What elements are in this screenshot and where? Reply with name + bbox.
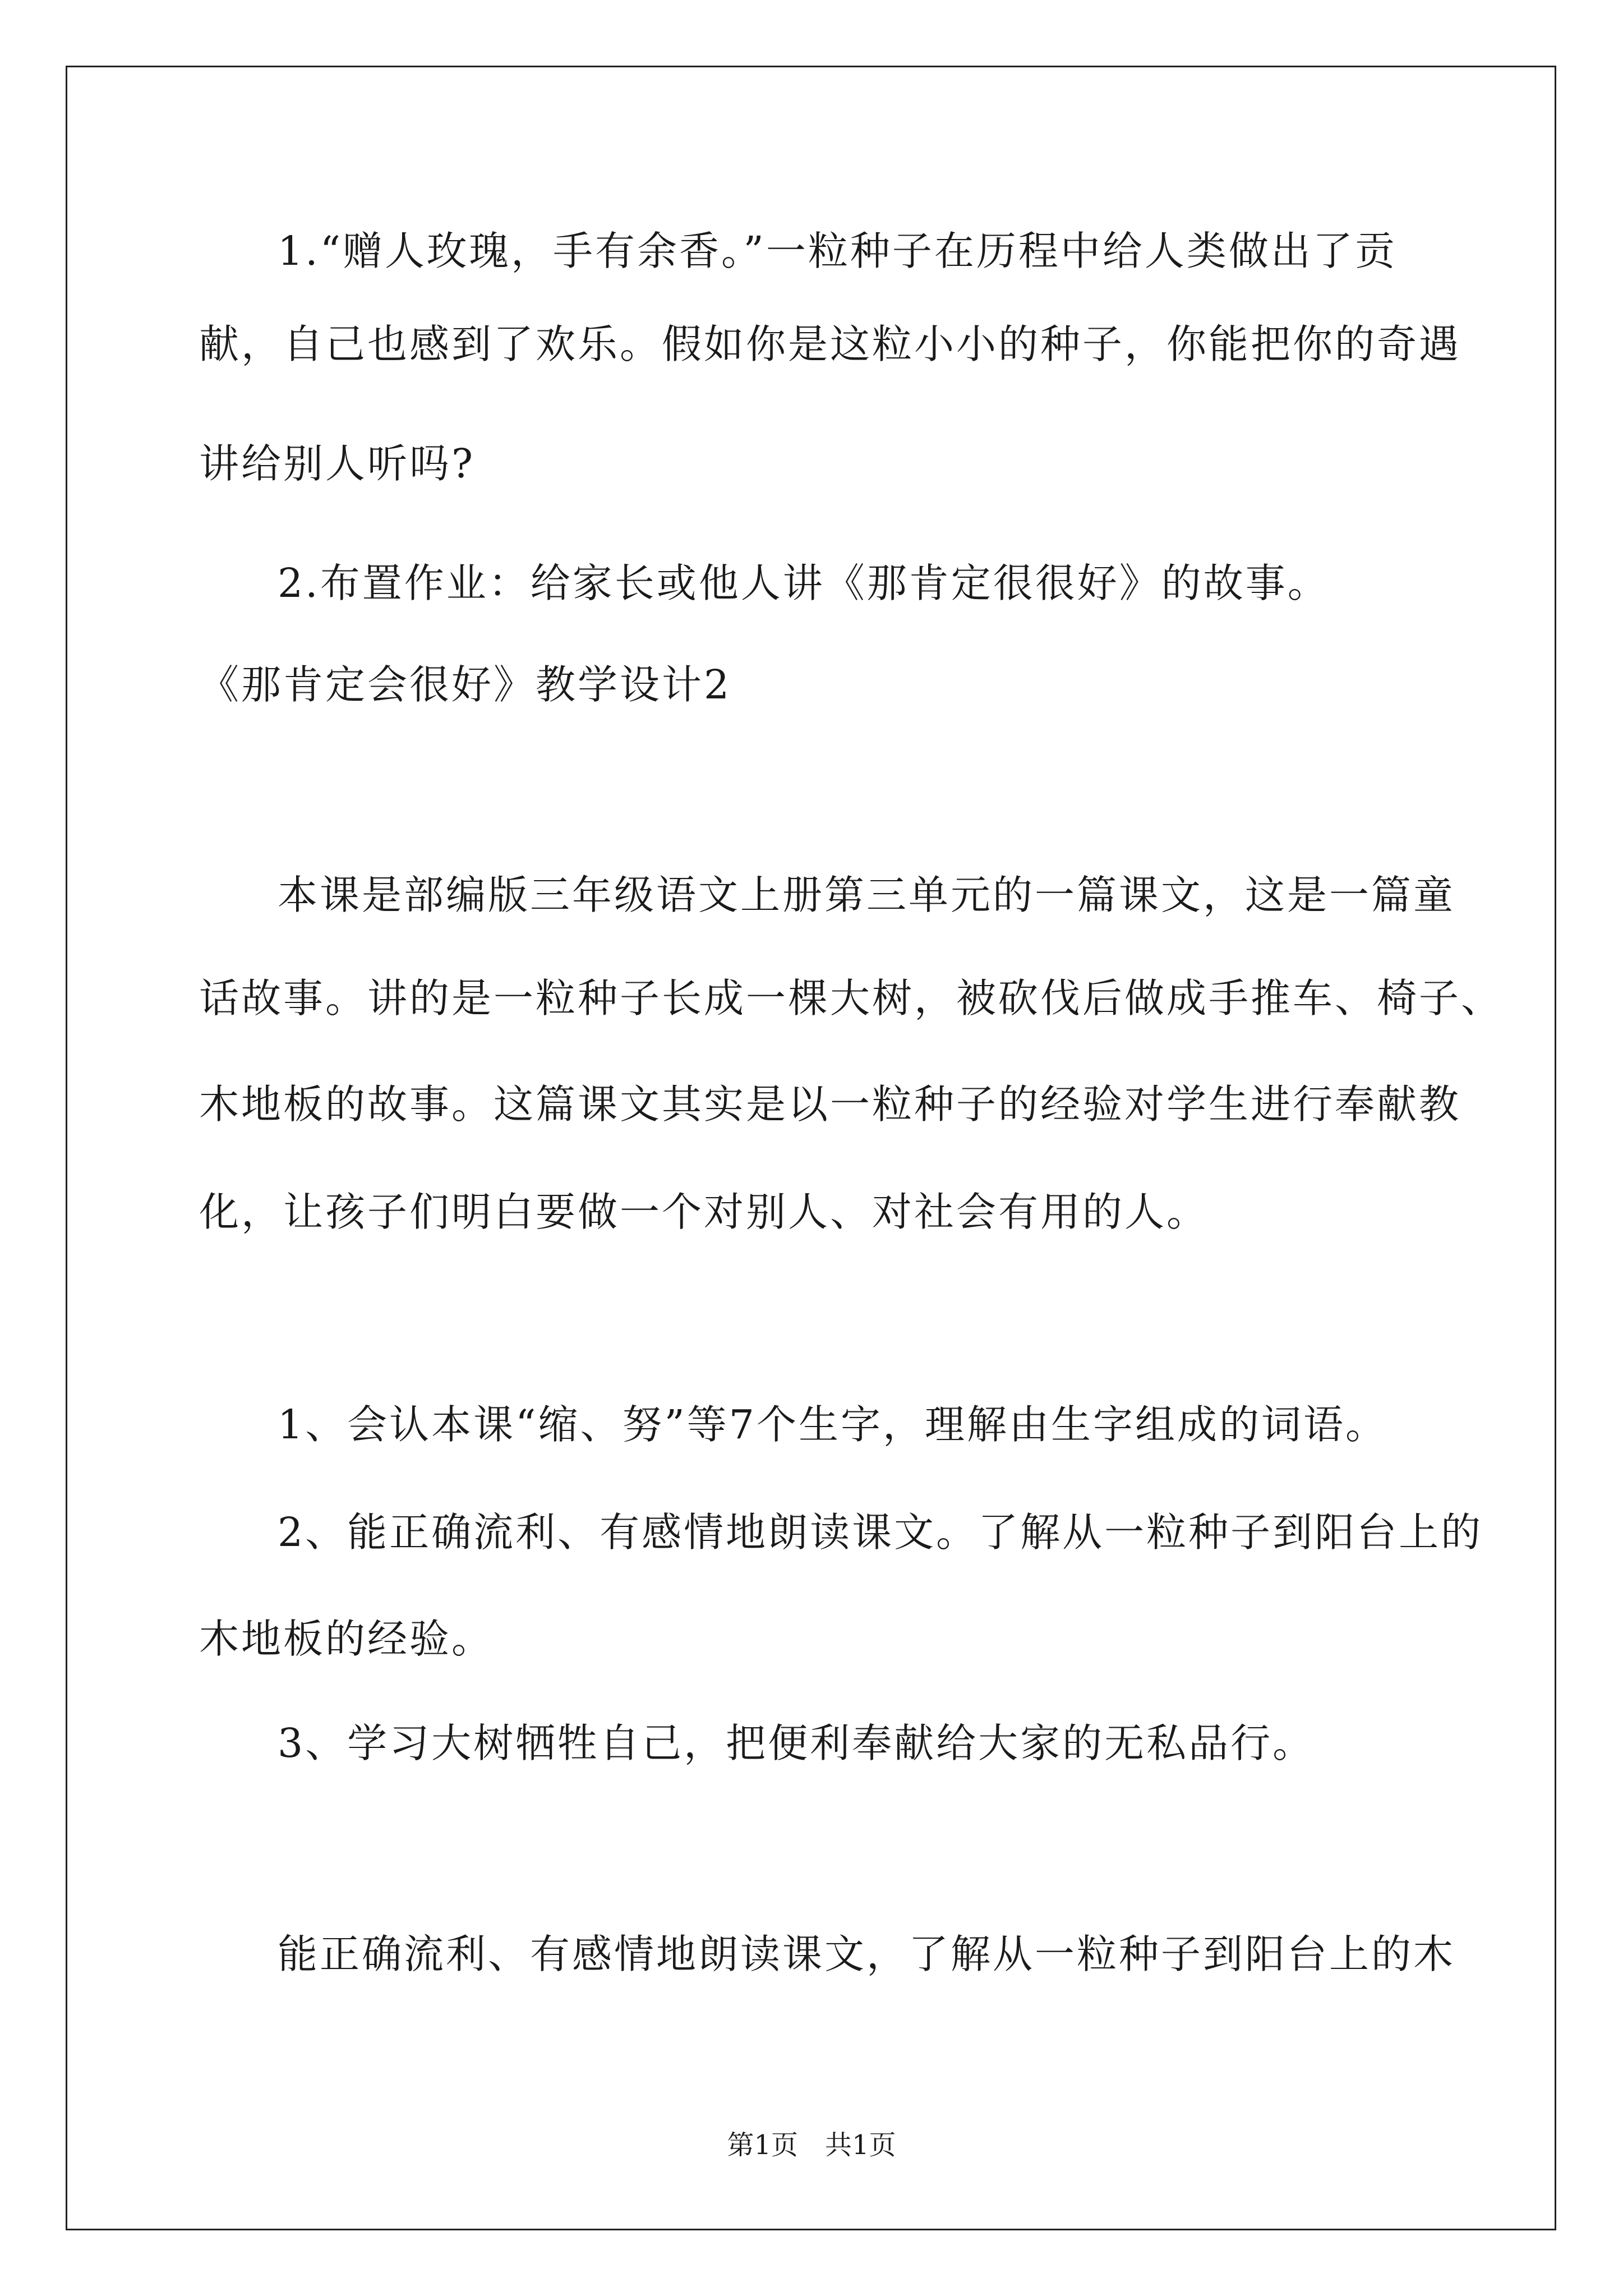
paragraph-line: 3、学习大树牺牲自己，把便利奉献给大家的无私品行。 (278, 1720, 1315, 1766)
paragraph-line: 2、能正确流利、有感情地朗读课文。了解从一粒种子到阳台上的 (278, 1509, 1483, 1556)
paragraph-line: 化，让孩子们明白要做一个对别人、对社会有用的人。 (199, 1189, 1209, 1235)
page-border (66, 66, 1556, 2230)
paragraph-line: 木地板的故事。这篇课文其实是以一粒种子的经验对学生进行奉献教 (199, 1081, 1461, 1128)
paragraph-line: 1.“赠人玫瑰，手有余香。”一粒种子在历程中给人类做出了贡 (278, 228, 1397, 274)
paragraph-line: 2.布置作业：给家长或他人讲《那肯定很很好》的故事。 (278, 560, 1330, 606)
section-heading: 《那肯定会很好》教学设计2 (199, 661, 732, 708)
paragraph-line: 1、会认本课“缩、努”等7个生字，理解由生字组成的词语。 (278, 1401, 1387, 1448)
page-total: 共1页 (825, 2129, 896, 2161)
paragraph-line: 讲给别人听吗? (199, 440, 476, 487)
paragraph-line: 献，自己也感到了欢乐。假如你是这粒小小的种子，你能把你的奇遇 (199, 321, 1461, 367)
paragraph-line: 话故事。讲的是一粒种子长成一棵大树，被砍伐后做成手推车、椅子、 (199, 975, 1504, 1022)
paragraph-line: 本课是部编版三年级语文上册第三单元的一篇课文，这是一篇童 (278, 872, 1456, 918)
paragraph-line: 能正确流利、有感情地朗读课文，了解从一粒种子到阳台上的木 (278, 1931, 1456, 1977)
page-number: 第1页 (727, 2129, 798, 2161)
page-footer (0, 2129, 1623, 2161)
paragraph-line: 木地板的经验。 (199, 1616, 494, 1662)
